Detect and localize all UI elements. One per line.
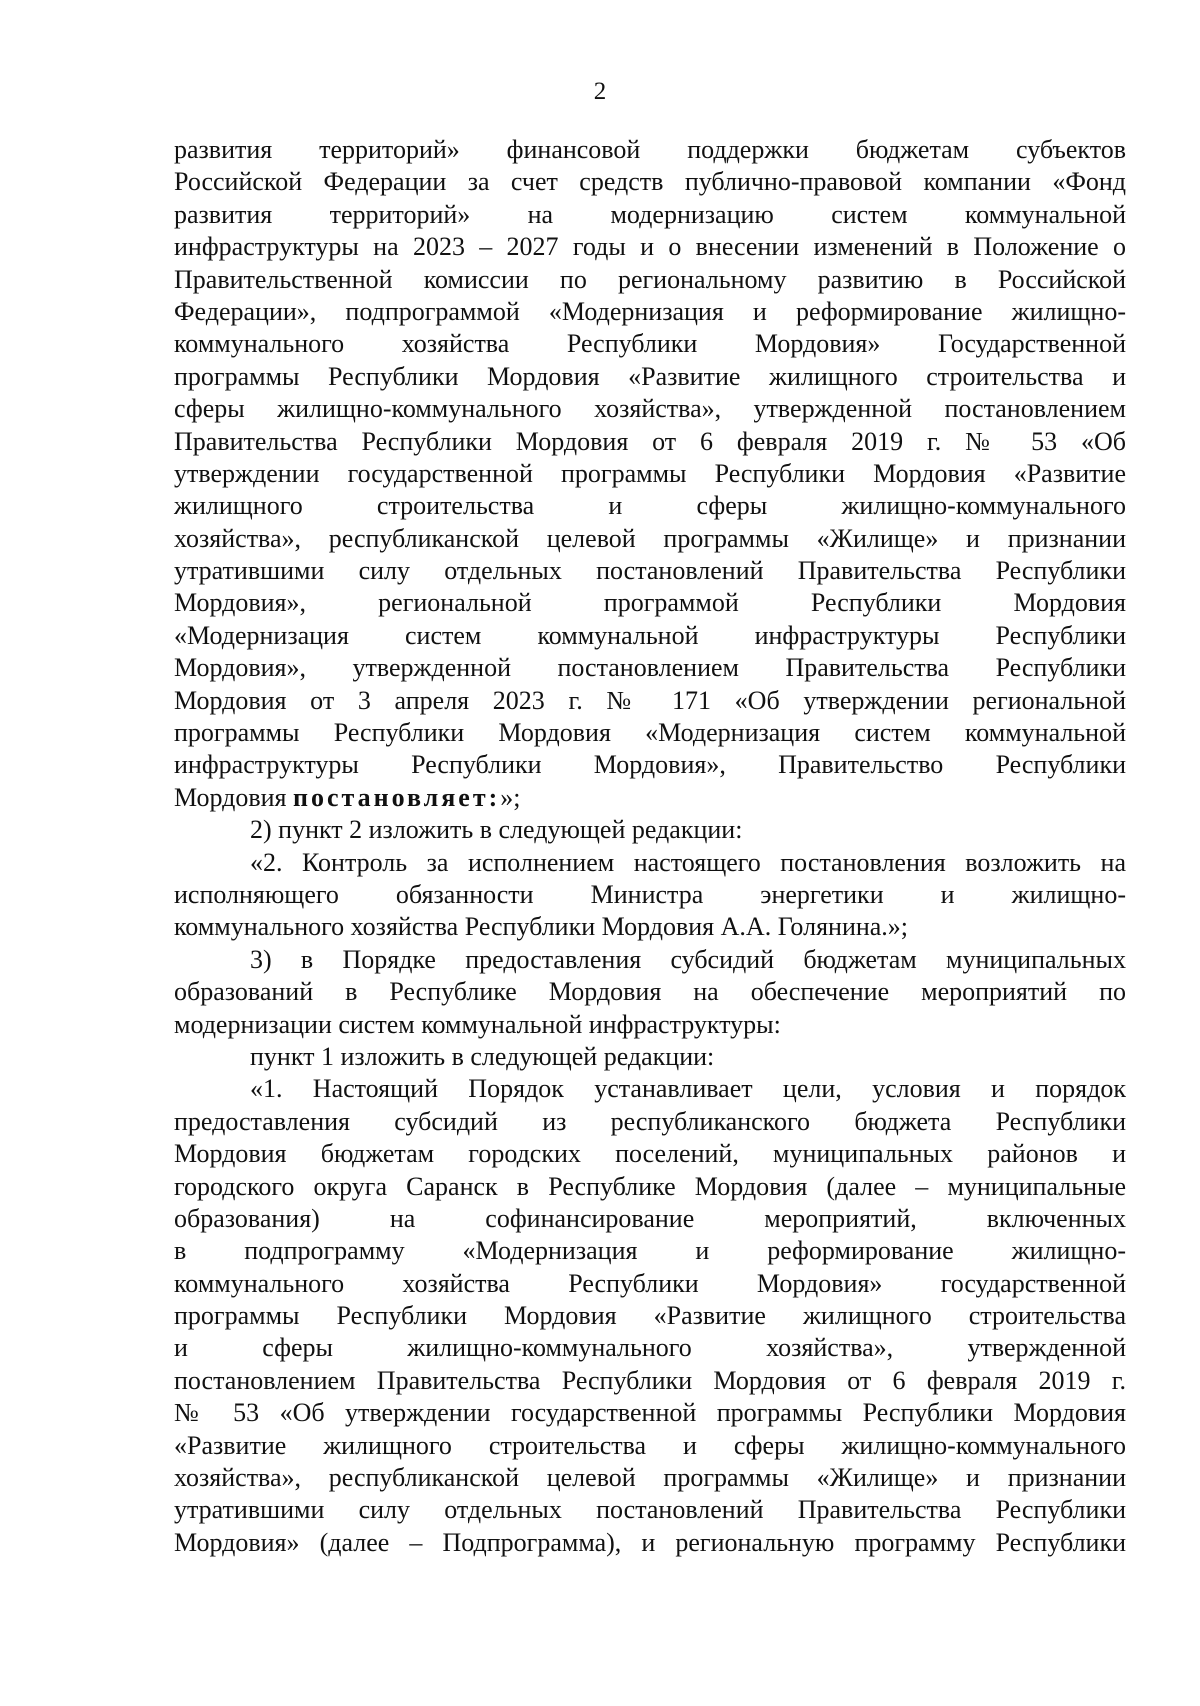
list-item-heading: 3) в Порядке предоставления субсидий бюджетам муниципальных [250, 944, 1126, 974]
text-line: «Развитие жилищного строительства и сферы жилищно-коммунального [174, 1430, 1126, 1460]
text-line: коммунального хозяйства Республики Мордовия» государственной [174, 1268, 1126, 1298]
text-line: постановлением Правительства Республики Мордовия от 6 февраля 2019 г. [174, 1365, 1126, 1395]
text-line: инфраструктуры Республики Мордовия», Правительство Республики [174, 750, 1126, 780]
text-line: сферы жилищно-коммунального хозяйства», утвержденной постановлением [174, 394, 1126, 424]
text-line: утратившими силу отдельных постановлений Правительства Республики [174, 556, 1126, 586]
text-line: образования) на софинансирование мероприятий, включенных [174, 1203, 1126, 1233]
resolution-word: постановляет: [293, 782, 501, 812]
text-line: предоставления субсидий из республиканского бюджета Республики [174, 1106, 1126, 1136]
text-line: хозяйства», республиканской целевой программы «Жилище» и признании [174, 1463, 1126, 1493]
text-line: Мордовия» (далее – Подпрограмма), и региональную программу Республики [174, 1527, 1126, 1557]
document-body [174, 134, 1126, 1559]
text-line: жилищного строительства и сферы жилищно-коммунального [174, 491, 1126, 521]
text-line: утратившими силу отдельных постановлений Правительства Республики [174, 1495, 1126, 1525]
text-line: Мордовия», утвержденной постановлением Правительства Республики [174, 653, 1126, 683]
text-line: «1. Настоящий Порядок устанавливает цели, условия и порядок [250, 1074, 1126, 1104]
text-line: Федерации», подпрограммой «Модернизация и реформирование жилищно- [174, 296, 1126, 326]
resolution-line [174, 782, 1126, 814]
text-line: коммунального хозяйства Республики Мордовия» Государственной [174, 329, 1126, 359]
text-line: Мордовия от 3 апреля 2023 г. № 171 «Об утверждении региональной [174, 685, 1126, 715]
text-line: развития территорий» финансовой поддержки бюджетам субъектов [174, 135, 1126, 164]
text-line: в подпрограмму «Модернизация и реформирование жилищно- [174, 1236, 1126, 1266]
text-line: Правительства Республики Мордовия от 6 февраля 2019 г. № 53 «Об [174, 426, 1126, 456]
text-line: исполняющего обязанности Министра энергетики и жилищно- [174, 879, 1126, 909]
text-line: «Модернизация систем коммунальной инфраструктуры Республики [174, 620, 1126, 650]
text-line: коммунального хозяйства Республики Мордовия А.А. Голянина.»; [174, 912, 909, 942]
text-line: Российской Федерации за счет средств публично-правовой компании «Фонд [174, 167, 1126, 197]
text-line: Мордовия», региональной программой Республики Мордовия [174, 588, 1126, 618]
resolution-suffix: »; [500, 782, 521, 812]
page-number: 2 [593, 78, 607, 105]
text-line: утверждении государственной программы Республики Мордовия «Развитие [174, 458, 1126, 488]
text-line: № 53 «Об утверждении государственной программы Республики Мордовия [174, 1398, 1126, 1428]
text-line: инфраструктуры на 2023 – 2027 годы и о внесении изменений в Положение о [174, 232, 1126, 262]
text-line: городского округа Саранск в Республике Мордовия (далее – муниципальные [174, 1171, 1126, 1201]
text-line: программы Республики Мордовия «Развитие жилищного строительства [174, 1301, 1126, 1331]
text-line: программы Республики Мордовия «Развитие жилищного строительства и [174, 361, 1126, 391]
text-line: Мордовия бюджетам городских поселений, муниципальных районов и [174, 1139, 1126, 1169]
text-line: модернизации систем коммунальной инфраструктуры: [174, 1009, 781, 1039]
text-line: развития территорий» на модернизацию систем коммунальной [174, 199, 1126, 229]
text-line: пункт 1 изложить в следующей редакции: [250, 1041, 715, 1071]
text-line: и сферы жилищно-коммунального хозяйства», утвержденной [174, 1333, 1126, 1363]
text-line: «2. Контроль за исполнением настоящего постановления возложить на [250, 847, 1126, 877]
resolution-prefix: Мордовия [174, 782, 294, 812]
text-line: образований в Республике Мордовия на обеспечение мероприятий по [174, 977, 1126, 1007]
text-line: программы Республики Мордовия «Модернизация систем коммунальной [174, 718, 1126, 748]
list-item-heading: 2) пункт 2 изложить в следующей редакции: [250, 815, 743, 845]
text-line: Правительственной комиссии по региональному развитию в Российской [174, 264, 1126, 294]
text-line: хозяйства», республиканской целевой программы «Жилище» и признании [174, 523, 1126, 553]
